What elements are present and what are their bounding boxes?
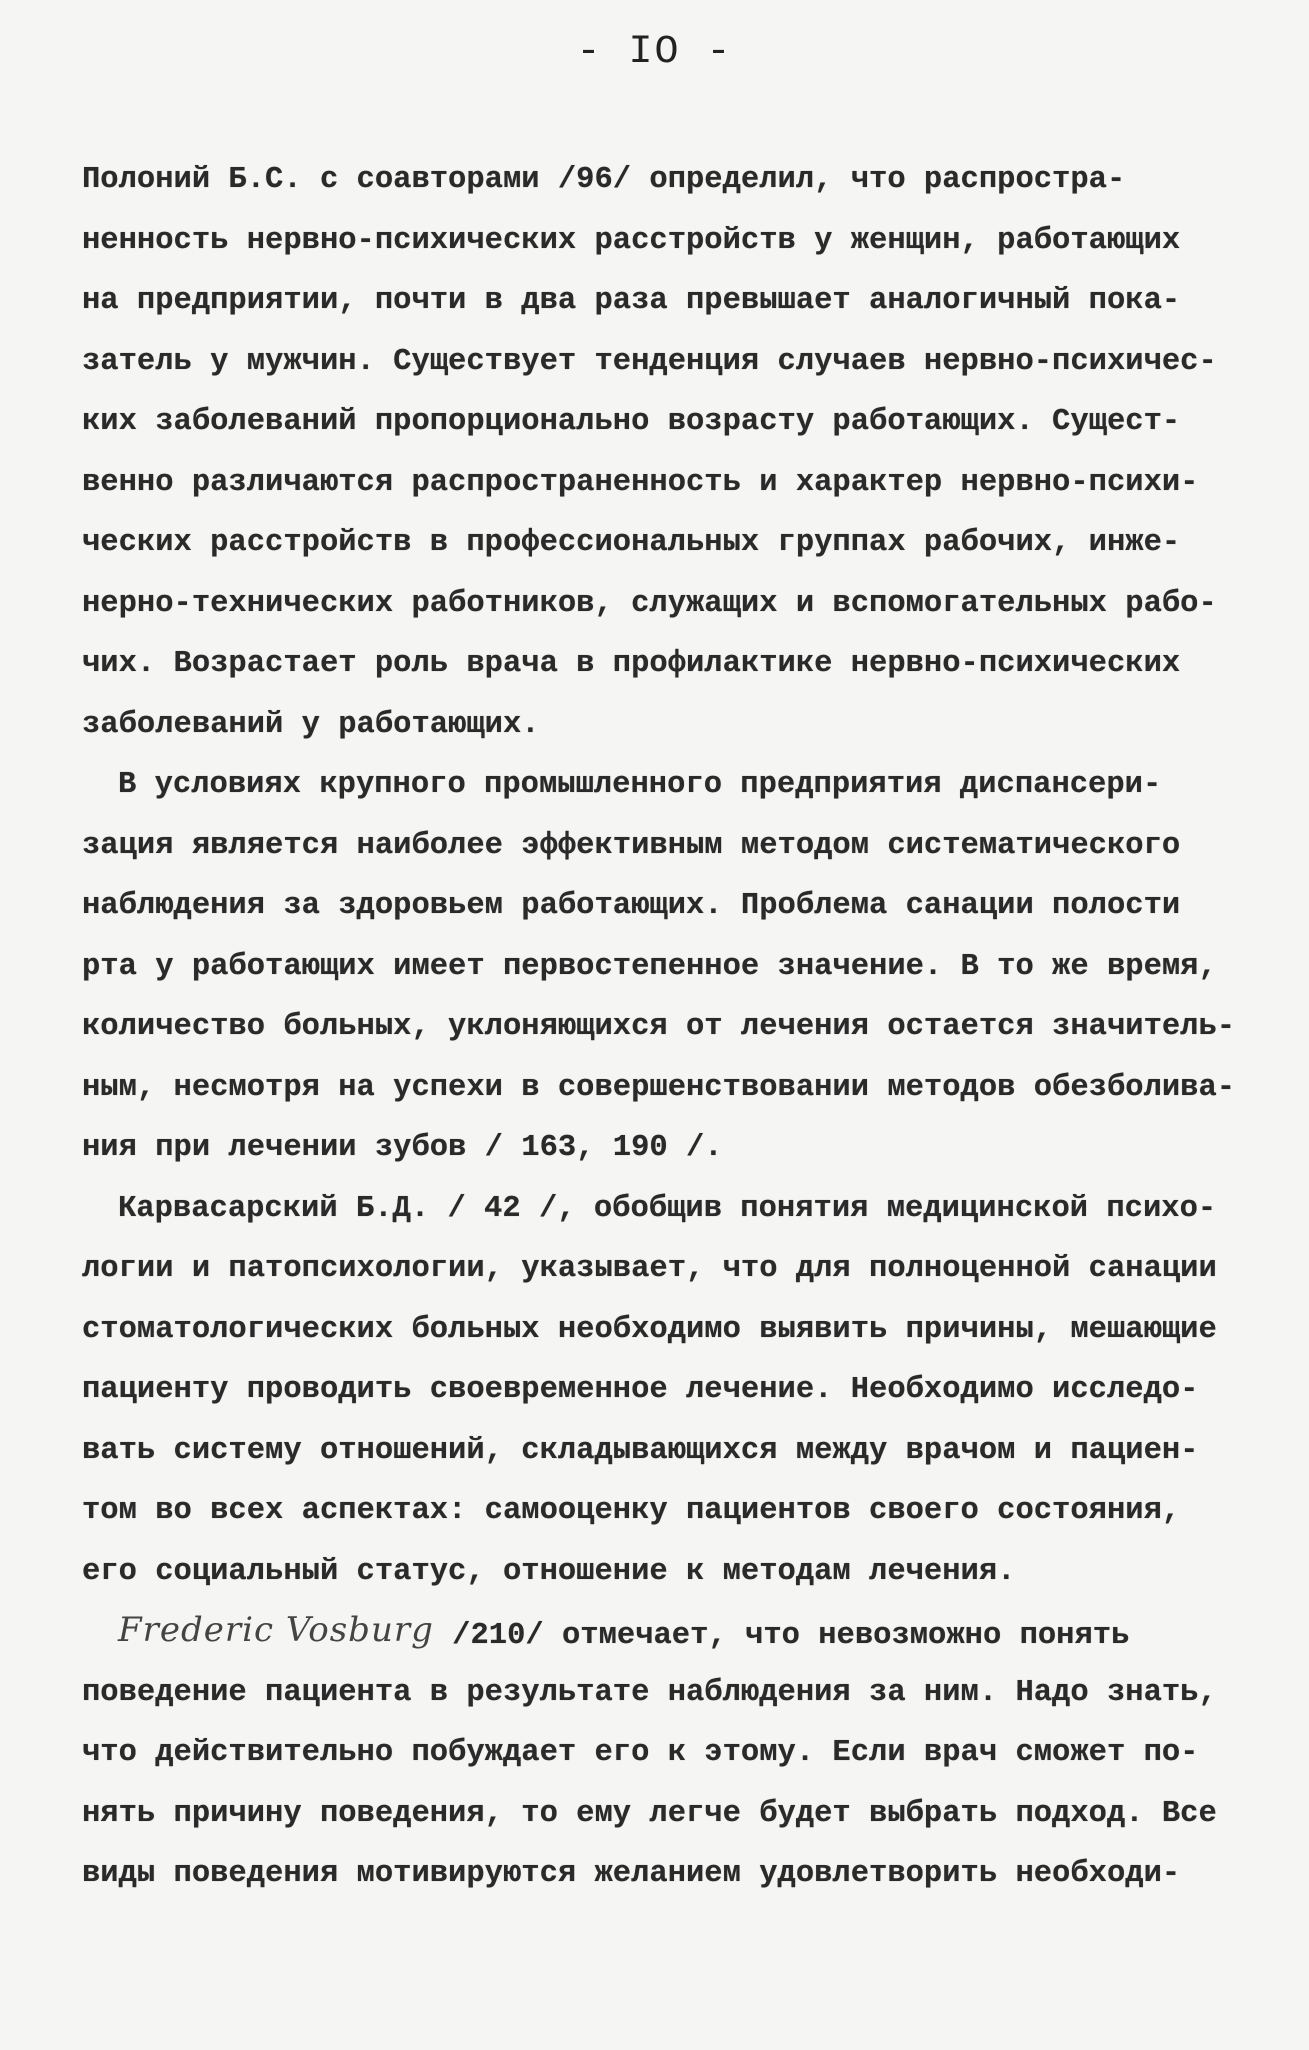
- handwritten-name: Frederic Vosburg: [118, 1610, 434, 1650]
- text-line: наблюдения за здоровьем работающих. Проблема санации полости: [82, 889, 1181, 923]
- text-line: ния при лечении зубов / 163, 190 /.: [82, 1131, 723, 1165]
- text-line: вать систему отношений, складывающихся между врачом и пациен-: [82, 1433, 1199, 1468]
- text-line: том во всех аспектах: самооценку пациентов своего состояния,: [82, 1494, 1181, 1528]
- page-number: - IO -: [576, 30, 733, 75]
- body-text: [82, 150, 1242, 1905]
- text-line: заболеваний у работающих.: [82, 707, 540, 742]
- text-line: ненность нервно-психических расстройств у женщин, работающих: [82, 223, 1181, 258]
- text-line: зация является наиболее эффективным методом систематического: [82, 828, 1181, 863]
- text-line: чих. Возрастает роль врача в профилактике нервно-психических: [82, 647, 1181, 681]
- text-line: ких заболеваний пропорционально возрасту работающих. Сущест-: [82, 405, 1181, 439]
- text-line: рта у работающих имеет первостепенное значение. В то же время,: [82, 949, 1217, 984]
- text-line: поведение пациента в результате наблюдения за ним. Надо знать,: [82, 1675, 1217, 1710]
- text-line: его социальный статус, отношение к методам лечения.: [82, 1554, 1016, 1589]
- text-line: В условиях крупного промышленного предприятия диспансери-: [118, 768, 1162, 802]
- text-line: логии и патопсихологии, указывает, что для полноценной санации: [82, 1252, 1217, 1286]
- text-line: венно различаются распространенность и характер нервно-психи-: [82, 465, 1199, 500]
- text-line: Полоний Б.С. с соавторами /96/ определил, что распростра-: [82, 163, 1126, 197]
- text-line: ческих расстройств в профессиональных группах рабочих, инже-: [82, 526, 1181, 560]
- text-line: стоматологических больных необходимо выявить причины, мешающие: [82, 1312, 1217, 1347]
- text-line: Карвасарский Б.Д. / 42 /, обобщив понятия медицинской психо-: [118, 1191, 1217, 1226]
- text-line: ным, несмотря на успехи в совершенствовании методов обезболива-: [82, 1070, 1236, 1105]
- text-line-with-handwriting: [82, 1602, 1242, 1663]
- text-line: что действительно побуждает его к этому. Если врач сможет по-: [82, 1736, 1199, 1770]
- text-line: нять причину поведения, то ему легче будет выбрать подход. Все: [82, 1796, 1217, 1831]
- text-line: затель у мужчин. Существует тенденция случаев нервно-психичес-: [82, 344, 1217, 379]
- text-line: количество больных, уклоняющихся от лечения остается значитель-: [82, 1010, 1236, 1044]
- text-line: на предприятии, почти в два раза превышает аналогичный пока-: [82, 284, 1181, 318]
- text-line: нерно-технических работников, служащих и вспомогательных рабо-: [82, 586, 1217, 621]
- text-line: пациенту проводить своевременное лечение. Необходимо исследо-: [82, 1373, 1199, 1407]
- text-line: виды поведения мотивируются желанием удовлетворить необходи-: [82, 1857, 1181, 1891]
- text-fragment: /210/ отмечает, что невозможно понять: [452, 1619, 1130, 1653]
